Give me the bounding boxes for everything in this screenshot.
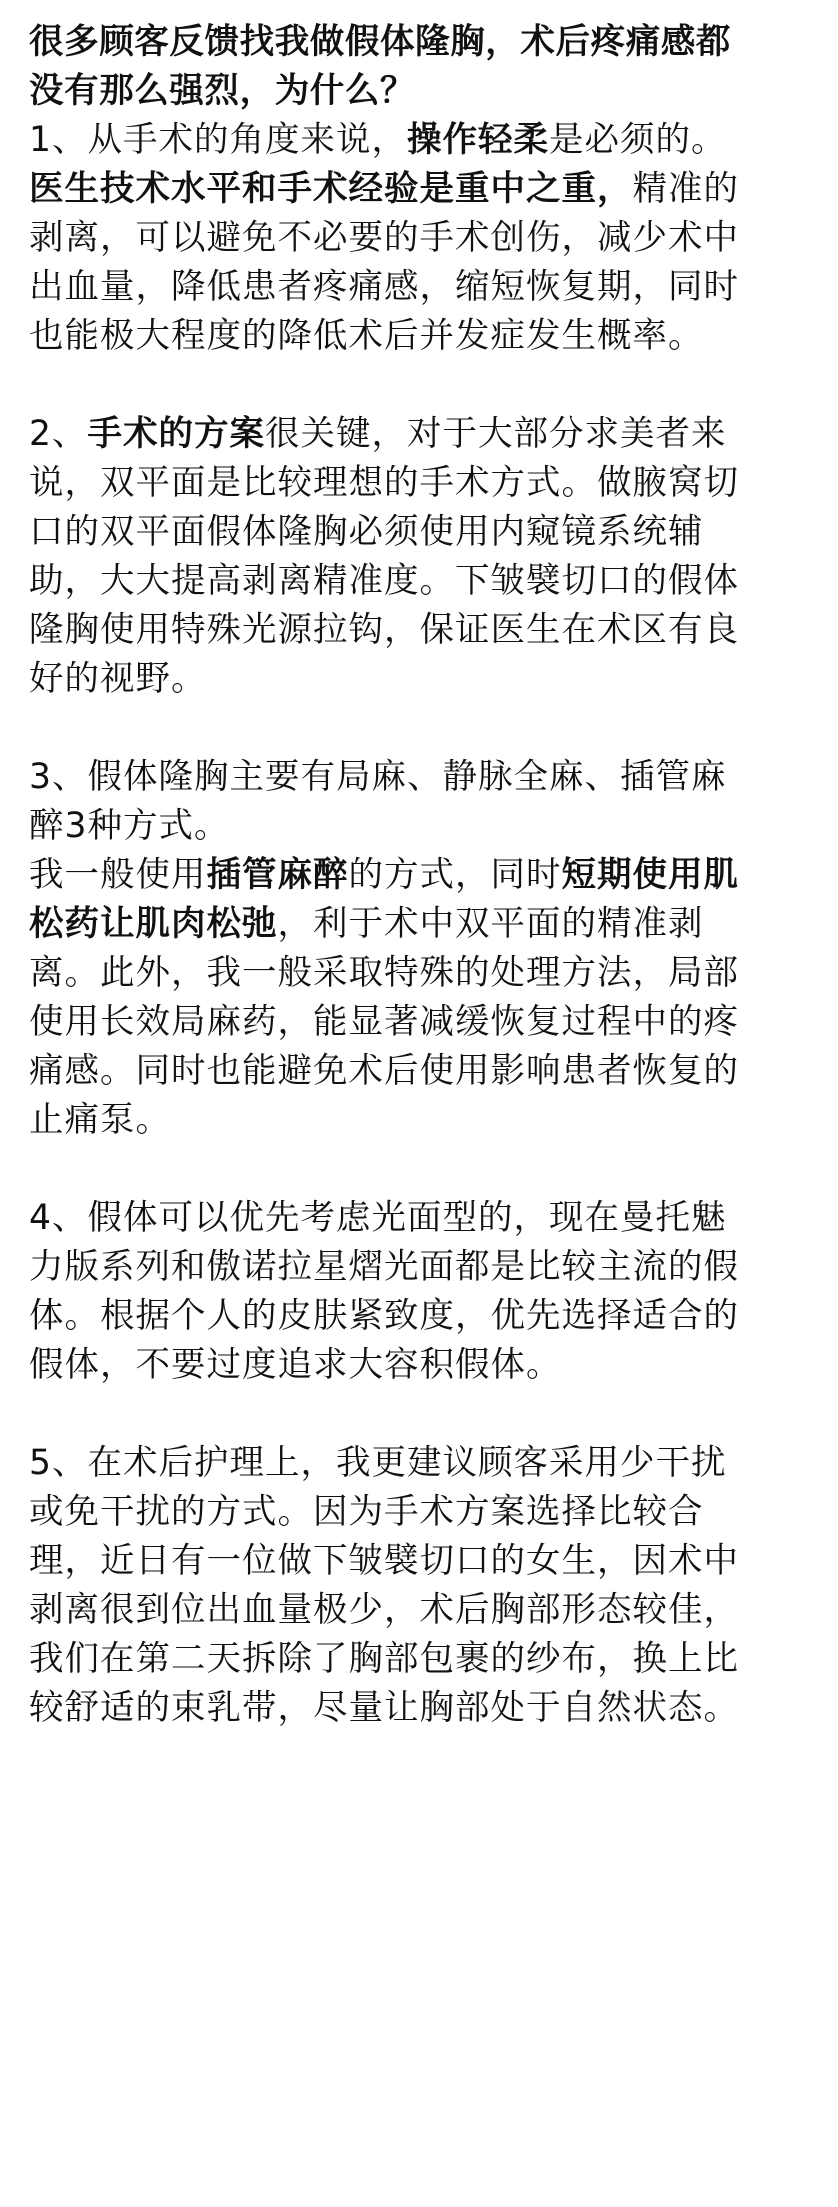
text-run: 使用长效局麻药，能显著减缓恢复过程中的疼 xyxy=(29,1002,739,1042)
text-run: 很关键，对于大部分求美者来 xyxy=(264,414,727,454)
paragraph-line xyxy=(29,459,819,508)
paragraph-line xyxy=(29,655,819,704)
text-run: 或免干扰的方式。因为手术方案选择比较合 xyxy=(29,1492,704,1532)
text-run: 出血量，降低患者疼痛感，缩短恢复期，同时 xyxy=(29,267,739,307)
text-run: 隆胸使用特殊光源拉钩，保证医生在术区有良 xyxy=(29,610,739,650)
paragraph-line xyxy=(29,1194,819,1243)
paragraph-line xyxy=(29,1488,819,1537)
paragraph-line xyxy=(29,508,819,557)
paragraph-5 xyxy=(29,1439,819,1733)
paragraph-line xyxy=(29,214,819,263)
text-run: 的方式，同时 xyxy=(348,855,562,895)
text-run: 我们在第二天拆除了胸部包裹的纱布，换上比 xyxy=(29,1639,739,1679)
text-run: 理，近日有一位做下皱襞切口的女生，因术中 xyxy=(29,1541,739,1581)
text-run: 剥离很到位出血量极少，术后胸部形态较佳， xyxy=(29,1590,739,1630)
paragraph-line xyxy=(29,998,819,1047)
paragraph-line xyxy=(29,949,819,998)
paragraph-gap xyxy=(29,1145,819,1194)
text-run: 4、假体可以优先考虑光面型的，现在曼托魅 xyxy=(29,1198,727,1238)
bold-run: 插管麻醉 xyxy=(206,855,349,895)
paragraph-line xyxy=(29,1243,819,1292)
text-run: 离。此外，我一般采取特殊的处理方法，局部 xyxy=(29,953,739,993)
paragraph-line xyxy=(29,1537,819,1586)
paragraph-line xyxy=(29,753,819,802)
paragraph-1 xyxy=(29,116,819,361)
paragraph-3 xyxy=(29,753,819,1145)
text-run: 假体，不要过度追求大容积假体。 xyxy=(29,1345,562,1385)
bold-run: 手术的方案 xyxy=(87,414,265,454)
paragraph-line xyxy=(29,116,819,165)
paragraph-line xyxy=(29,557,819,606)
bold-run: 松药让肌肉松弛 xyxy=(29,904,278,944)
bold-run: 医生技术水平和手术经验是重中之重， xyxy=(29,169,633,209)
paragraph-4 xyxy=(29,1194,819,1390)
paragraph-line xyxy=(29,851,819,900)
text-run: 3、假体隆胸主要有局麻、静脉全麻、插管麻 xyxy=(29,757,727,797)
paragraph-line xyxy=(29,312,819,361)
paragraph-line xyxy=(29,165,819,214)
text-run: 1、从手术的角度来说， xyxy=(29,120,407,160)
paragraph-line xyxy=(29,1292,819,1341)
paragraph-line xyxy=(29,1635,819,1684)
text-run: 2、 xyxy=(29,414,88,454)
paragraph-line xyxy=(29,606,819,655)
paragraph-line xyxy=(29,1047,819,1096)
paragraph-line xyxy=(29,263,819,312)
text-run: 助，大大提高剥离精准度。下皱襞切口的假体 xyxy=(29,561,739,601)
article-title-line-1: 很多顾客反馈找我做假体隆胸，术后疼痛感都 xyxy=(29,22,731,62)
paragraph-gap xyxy=(29,361,819,410)
text-run: ，利于术中双平面的精准剥 xyxy=(277,904,704,944)
paragraph-line xyxy=(29,1684,819,1733)
paragraph-line xyxy=(29,410,819,459)
text-run: 痛感。同时也能避免术后使用影响患者恢复的 xyxy=(29,1051,739,1091)
paragraph-2 xyxy=(29,410,819,704)
paragraph-line xyxy=(29,900,819,949)
text-run: 我一般使用 xyxy=(29,855,207,895)
text-run: 5、在术后护理上，我更建议顾客采用少干扰 xyxy=(29,1443,727,1483)
paragraph-line xyxy=(29,1341,819,1390)
paragraph-line xyxy=(29,1586,819,1635)
article-title-line-2: 没有那么强烈，为什么？ xyxy=(29,71,416,111)
paragraph-line xyxy=(29,1096,819,1145)
paragraph-gap xyxy=(29,1390,819,1439)
text-run: 是必须的。 xyxy=(548,120,727,160)
text-run: 较舒适的束乳带，尽量让胸部处于自然状态。 xyxy=(29,1688,739,1728)
text-run: 醉3种方式。 xyxy=(29,806,230,846)
text-run: 精准的 xyxy=(632,169,739,209)
paragraph-line xyxy=(29,802,819,851)
text-run: 口的双平面假体隆胸必须使用内窥镜系统辅 xyxy=(29,512,704,552)
text-run: 力版系列和傲诺拉星熠光面都是比较主流的假 xyxy=(29,1247,739,1287)
text-run: 也能极大程度的降低术后并发症发生概率。 xyxy=(29,316,704,356)
text-run: 体。根据个人的皮肤紧致度，优先选择适合的 xyxy=(29,1296,739,1336)
bold-run: 操作轻柔 xyxy=(406,120,549,160)
text-run: 好的视野。 xyxy=(29,659,207,699)
article xyxy=(29,18,819,1733)
paragraph-gap xyxy=(29,704,819,753)
text-run: 止痛泵。 xyxy=(29,1100,171,1140)
paragraph-line xyxy=(29,1439,819,1488)
text-run: 说，双平面是比较理想的手术方式。做腋窝切 xyxy=(29,463,739,503)
text-run: 剥离，可以避免不必要的手术创伤，减少术中 xyxy=(29,218,739,258)
bold-run: 短期使用肌 xyxy=(561,855,739,895)
